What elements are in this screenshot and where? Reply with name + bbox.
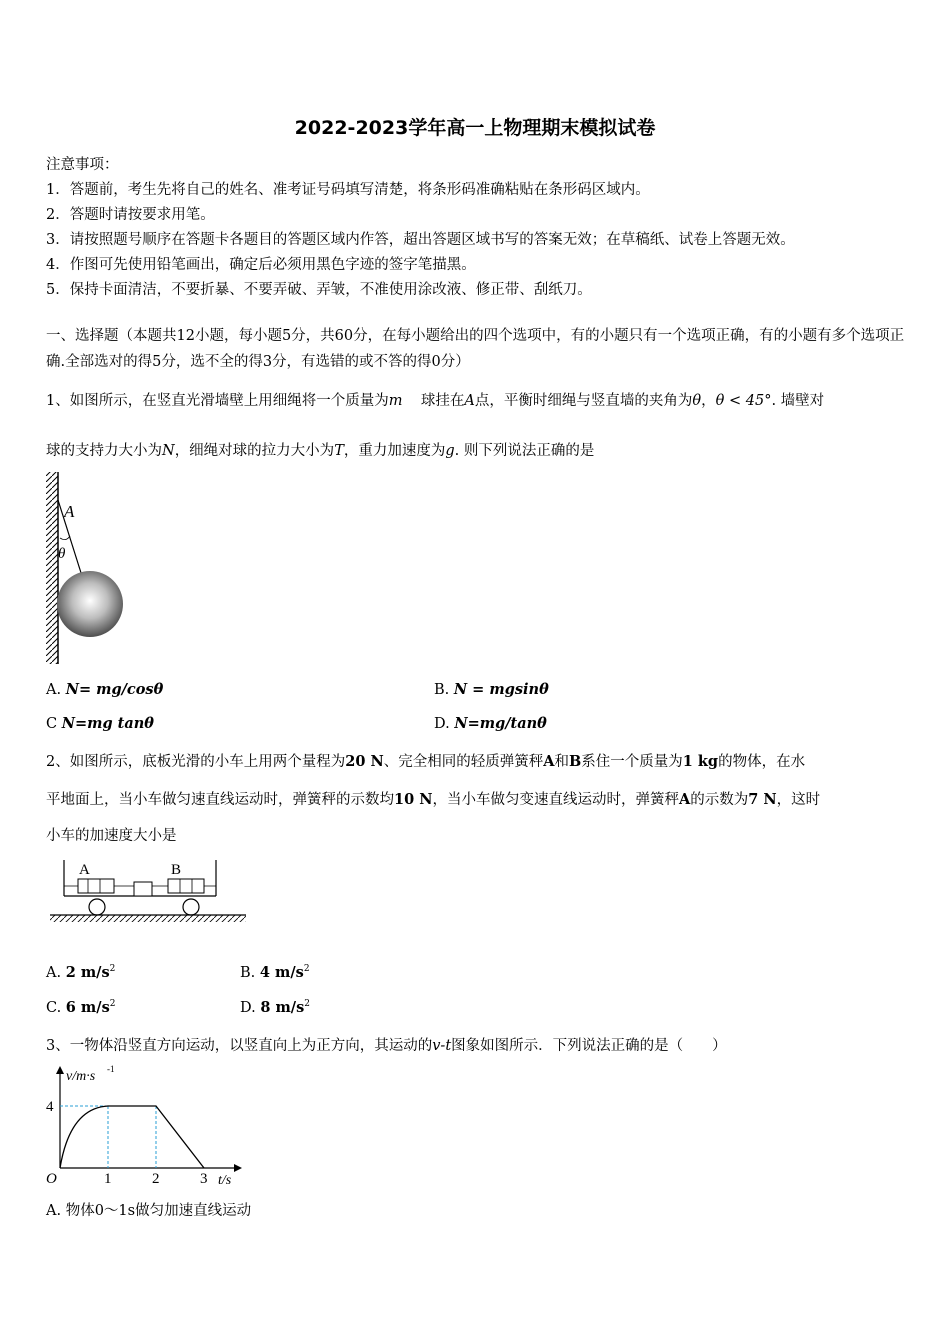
x-axis-arrow [234, 1164, 242, 1172]
wall-hatch [46, 472, 58, 664]
wheel-right [183, 899, 199, 915]
notice-item-3: 3．请按照题号顺序在答题卡各题目的答题区域内作答，超出答题区域书写的答案无效；在草稿纸、试卷上答题无效。 [46, 232, 795, 248]
angle-arc [60, 536, 70, 540]
q3-vt-chart [40, 1060, 250, 1188]
q1-option-a[interactable]: A. N= mg/cosθ [46, 681, 164, 698]
notice-item-5: 5．保持卡面清洁，不要折暴、不要弄破、弄皱，不准使用涂改液、修正带、刮纸刀。 [46, 282, 592, 298]
q2-stem-line1: 2、如图所示，底板光滑的小车上用两个量程为20 N、完全相同的轻质弹簧秤A和B系住一个质量为1 kg的物体，在水 [46, 753, 806, 770]
q2-stem-line3: 小车的加速度大小是 [46, 828, 177, 844]
q1-stem-line2: 球的支持力大小为N，细绳对球的拉力大小为T，重力加速度为g. 则下列说法正确的是 [46, 443, 595, 459]
q2-option-c[interactable]: C. 6 $m/s^2$ [46, 999, 116, 1016]
label-a: A [79, 862, 90, 878]
y-tick-label: 4 [46, 1099, 54, 1115]
x-axis-label: t/s [218, 1173, 232, 1188]
q1-wall-ball-figure [40, 470, 140, 670]
series-line [60, 1106, 204, 1168]
q2-option-d[interactable]: D. 8 $m/s^2$ [240, 999, 311, 1016]
q2-option-b[interactable]: B. 4 $m/s^2$ [240, 964, 310, 981]
label-b: B [171, 862, 182, 878]
y-axis-label-exp: -1 [107, 1064, 115, 1074]
label-theta: θ [58, 546, 66, 562]
notice-item-4: 4．作图可先使用铅笔画出，确定后必须用黑色字迹的签字笔描黑。 [46, 257, 476, 273]
section-header: 一、选择题（本题共12小题，每小题5分，共60分，在每小题给出的四个选项中，有的小题只有一个选项正确，有的小题有多个选项正确.全部选对的得5分，选不全的得3分，有选错的或不答的得0分） [46, 328, 905, 370]
q1-option-b[interactable]: B. N = mgsinθ [434, 681, 549, 698]
q3-stem: 3、一物体沿竖直方向运动，以竖直向上为正方向，其运动的v-t图象如图所示．下列说法正确的是（ ） [46, 1038, 727, 1054]
y-axis-label: v/m·s [66, 1069, 96, 1084]
spring-a [78, 879, 114, 893]
notice-item-2: 2．答题时请按要求用笔。 [46, 207, 215, 223]
x-tick-label: 2 [152, 1171, 160, 1187]
spring-b [168, 879, 204, 893]
block [134, 882, 152, 896]
origin-label: O [46, 1171, 57, 1187]
page-title: 2022-2023学年高一上物理期末模拟试卷 [294, 117, 656, 139]
label-a: A [64, 502, 75, 521]
ball [57, 571, 123, 637]
notice-heading: 注意事项： [46, 157, 119, 173]
q2-cart-figure [46, 852, 256, 932]
q2-stem-line2: 平地面上，当小车做匀速直线运动时，弹簧秤的示数均10 N，当小车做匀变速直线运动时，弹簧秤A的示数为7 N，这时 [46, 791, 821, 808]
y-axis-arrow [56, 1066, 64, 1074]
q1-stem-line1: 1、如图所示，在竖直光滑墙壁上用细绳将一个质量为m 球挂在A点，平衡时细绳与竖直墙的夹角为θ，θ < 45°. 墙壁对 [46, 393, 825, 409]
q2-option-a[interactable]: A. 2 $m/s^2$ [46, 964, 116, 981]
wheel-left [89, 899, 105, 915]
q3-option-a[interactable]: A. 物体0～1s做匀加速直线运动 [46, 1203, 252, 1219]
ground-hatch [50, 915, 246, 922]
q1-option-d[interactable]: D. N=mg/tanθ [434, 715, 547, 732]
notice-item-1: 1．答题前，考生先将自己的姓名、准考证号码填写清楚，将条形码准确粘贴在条形码区域内。 [46, 182, 650, 198]
x-tick-label: 3 [200, 1171, 208, 1187]
x-tick-label: 1 [104, 1171, 112, 1187]
q1-option-c[interactable]: C N=mg tanθ [46, 715, 154, 732]
